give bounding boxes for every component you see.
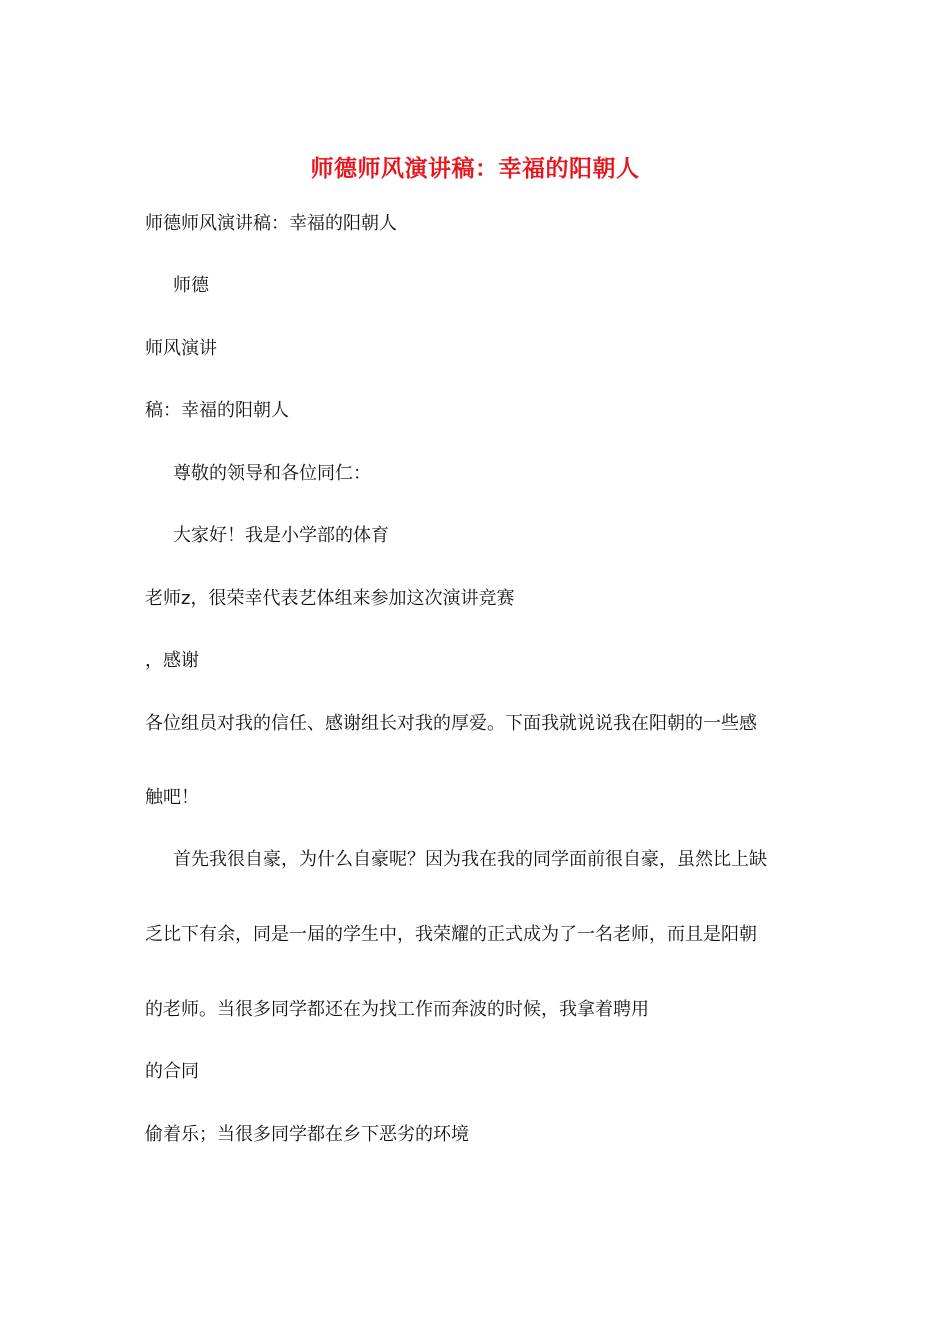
text-line: 的老师。当很多同学都还在为找工作而奔波的时候，我拿着聘用 — [145, 999, 649, 1020]
text-line: 稿：幸福的阳朝人 — [145, 400, 289, 421]
document-title: 师德师风演讲稿：幸福的阳朝人 — [310, 156, 640, 182]
text-line: 师德 — [173, 275, 209, 296]
text-line: 大家好！我是小学部的体育 — [173, 525, 389, 546]
text-line: 乏比下有余，同是一届的学生中，我荣耀的正式成为了一名老师，而且是阳朝 — [145, 924, 757, 945]
text-line: 各位组员对我的信任、感谢组长对我的厚爱。下面我就说说我在阳朝的一些感 — [145, 713, 757, 734]
text-line: 触吧！ — [145, 787, 199, 808]
text-line: 老师z，很荣幸代表艺体组来参加这次演讲竞赛 — [145, 588, 515, 609]
text-line: 师德师风演讲稿：幸福的阳朝人 — [145, 213, 397, 234]
text-line: ，感谢 — [145, 650, 199, 671]
text-line: 偷着乐；当很多同学都在乡下恶劣的环境 — [145, 1124, 469, 1145]
text-line: 的合同 — [145, 1061, 199, 1082]
text-line: 首先我很自豪，为什么自豪呢？因为我在我的同学面前很自豪，虽然比上缺 — [173, 849, 767, 870]
text-line: 尊敬的领导和各位同仁： — [173, 463, 371, 484]
text-line: 师风演讲 — [145, 338, 217, 359]
